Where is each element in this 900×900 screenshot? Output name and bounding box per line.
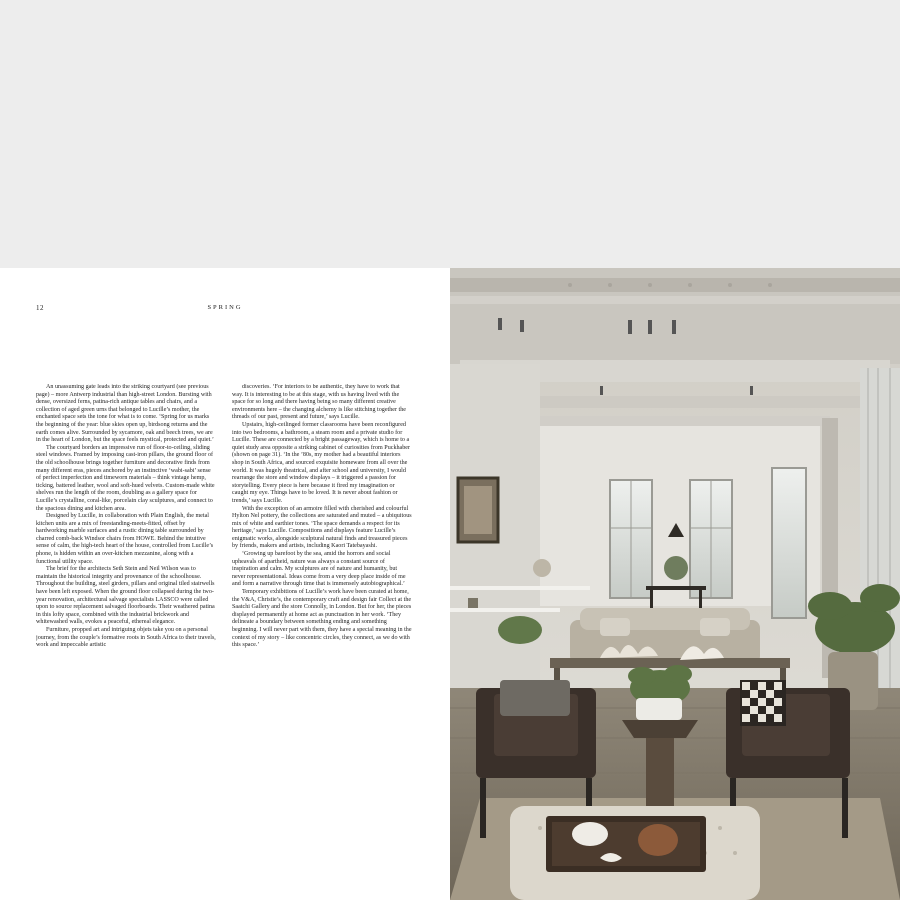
paragraph: Upstairs, high-ceilinged former classrooms have been reconfigured into two bedrooms, a bathroom, a steam room and a private studio for Lucille. These are connected by a bright passageway, which is home to a quiet study area opposite a striking cabinet of curiosities from Puckhaber (shown on page 31). ‘In the ’80s, my mother had a beautiful interiors shop in South Africa, and sourced exquisite homeware from all over the world. It was hugely theatrical, and after school and university, I would rearrange the store and window displays – it triggered a passion for storytelling. Every piece is here because it fired my imagination or caught my eye. Things have to be loved. It is never about fashion or trends,’ says Lucille.: [232, 421, 411, 504]
paragraph: The brief for the architects Seth Stein and Neil Wilson was to maintain the historical integrity and provenance of the schoolhouse. Throughout the building, steel girders, pillars and original tiled stairwells have been left exposed. When the ground floor collapsed during the two-year renovation, architectural salvage specialists LASSCO were called upon to source replacement salvaged floorboards. Their weathered patina in this lofty space, combined with the industrial brickwork and whitewashed walls, evokes a peaceful, ethereal elegance.: [36, 566, 215, 626]
paragraph: ‘Growing up barefoot by the sea, amid the horrors and social upheavals of apartheid, nature was always a constant source of inspiration and calm. My sculptures are of nature and humanity, but never representational. Ideas come from a very deep place inside of me and form a narrative through time that is immensely autobiographical.’: [232, 551, 406, 588]
paragraph: An unassuming gate leads into the striking courtyard (see previous page) – more Antwerp industrial than high-street London. Bursting with dense, oversized ferns, patina-rich antique tables and chairs, and a collection of aged green urns that belonged to Lucille’s mother, the enchanted space sets the tone for what is to come. ‘Spring for us marks the beginning of the year: blue skies open up, birdsong returns and the earth comes alive. Surrounded by sycamore, oak and beech trees, we are in the heart of London, but the space feels mystical, protected and quiet.’: [36, 384, 214, 444]
interior-photo: [450, 268, 900, 900]
paragraph: Temporary exhibitions of Lucille’s work have been curated at home, the V&A, Christie’s, the contemporary craft and design fair Collect at the Saatchi Gallery and the store Connolly, in London. But for her, the pieces displayed permanently at home act as punctuation in her work. ‘They delineate a boundary between something ending and something beginning. I will never part with them, they have a special meaning in the context of my story – like concentric circles, they connect, as we do with this space.’: [232, 589, 412, 649]
article-column-right: [232, 384, 412, 884]
loft-interior-illustration: [450, 268, 900, 900]
paragraph: Designed by Lucille, in collaboration with Plain English, the metal kitchen units are a mix of freestanding-meets-fitted, offset by hardworking marble surfaces and a rustic dining table surrounded by charred comb-back Windsor chairs from HOWE. Behind the intuitive sense of calm, the high-tech heart of the house, controlled from Lucille’s phone, is hidden within an over-kitchen mezzanine, along with a functional utility space.: [36, 513, 214, 565]
paragraph: The courtyard borders an impressive run of floor-to-ceiling, sliding steel windows. Framed by imposing cast-iron pillars, the ground floor of the old schoolhouse brings together furniture and decorative finds from many different eras, pieces anchored by an instinctive ‘wabi-sabi’ sense of perfect imperfection and timeworn materials – think vintage hemp, ticking, battered leather, wool and soft-hued velvets. Custom-made white shelves run the length of the room, doubling as a gallery space for Lucille’s crystalline, coral-like, porcelain clay sculptures, and connect to the spacious dining and kitchen area.: [36, 444, 215, 512]
paragraph: discoveries. ‘For interiors to be authentic, they have to work that way. It is interesting to be at this stage, with us having lived with the space for so long and there having being so many different creative environments here – the changing alchemy is like stitching together the threads of our past, present and future,’ says Lucille.: [232, 384, 406, 421]
article-columns: [36, 384, 412, 884]
article-column-left: [36, 384, 216, 884]
text-page: [0, 268, 450, 900]
magazine-spread: [0, 268, 900, 900]
paragraph: Furniture, propped art and intriguing objets take you on a personal journey, from the couple’s formative roots in South Africa to their travels, work and impeccable artistic: [36, 627, 216, 649]
paragraph: With the exception of an armoire filled with cherished and colourful Hylton Nel pottery, the collections are saturated and muted – a ubiquitous mix of white and earthier tones. ‘The space demands a respect for its heritage,’ says Lucille. Compositions and displays feature Lucille’s enigmatic works, alongside sculptural natural finds and treasured pieces by friends, makers and artists, including Kaori Tatebayashi.: [232, 505, 412, 550]
section-heading: SPRING: [207, 304, 243, 311]
page-number: 12: [36, 304, 44, 312]
